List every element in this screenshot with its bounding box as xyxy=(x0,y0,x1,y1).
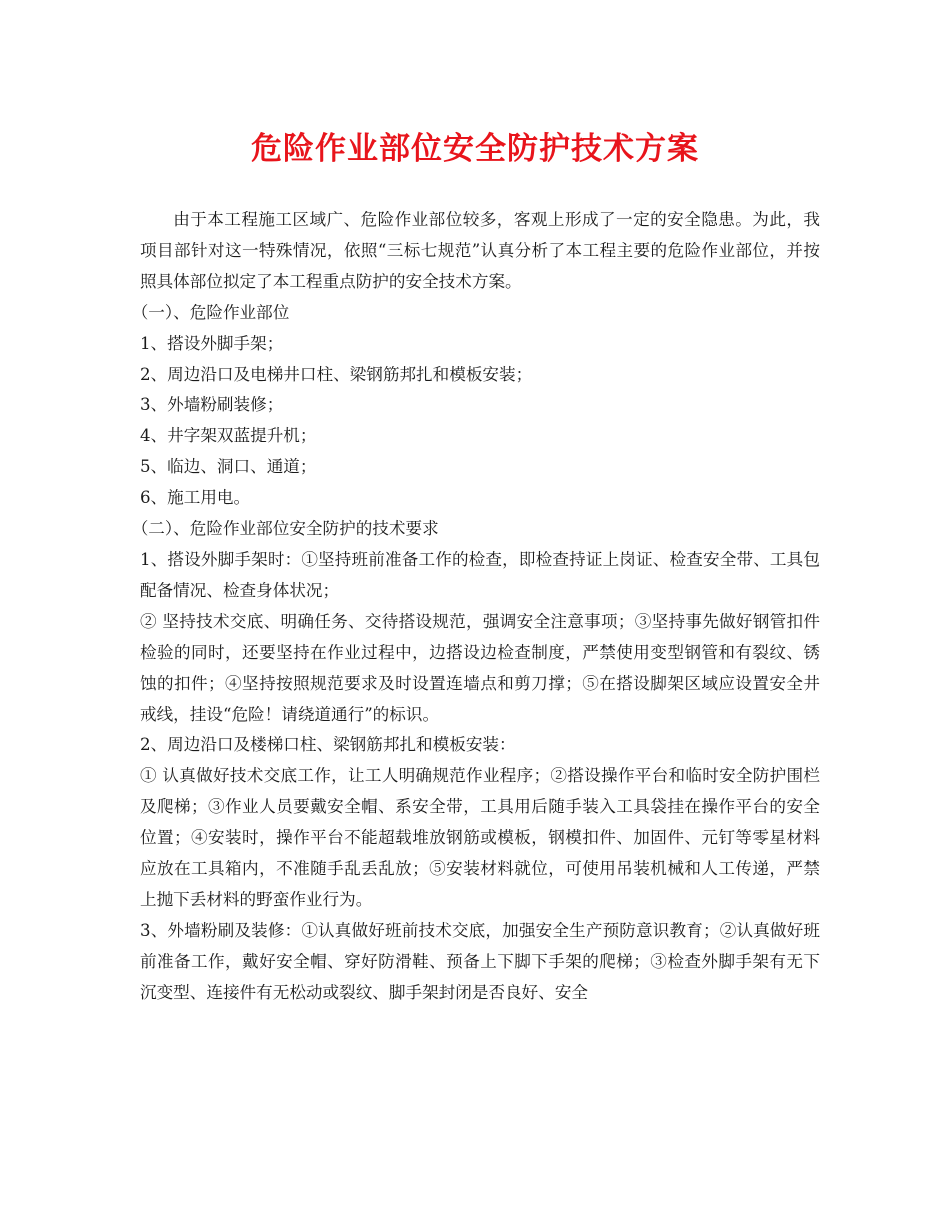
document-body xyxy=(131,205,820,1009)
list-item: 2、周边沿口及电梯井口柱、梁钢筋邦扎和模板安装； xyxy=(140,364,533,384)
list-item: 4、井字架双蓝提升机； xyxy=(140,426,317,446)
intro-paragraph: 由于本工程施工区域广、危险作业部位较多，客观上形成了一定的安全隐患。为此，我项目部针对这一特殊情况，依照“三标七规范”认真分析了本工程主要的危险作业部位，并按照具体部位拟定了本工程重点防护的安全技术方案。 xyxy=(140,210,820,291)
body-paragraph: ② 坚持技术交底、明确任务、交待搭设规范，强调安全注意事项；③坚持事先做好钢管扣件检验的同时，还要坚持在作业过程中，边搭设边检查制度，严禁使用变型钢管和有裂纹、锈蚀的扣件；④坚持按照规范要求及时设置连墙点和剪刀撑；⑤在搭设脚架区域应设置安全井戒线，挂设“危险！请绕道通行”的标识。 xyxy=(140,611,820,724)
list-item: 5、临边、洞口、通道； xyxy=(140,457,317,477)
list-item: 6、施工用电。 xyxy=(140,488,251,508)
body-paragraph: ① 认真做好技术交底工作，让工人明确规范作业程序；②搭设操作平台和临时安全防护围栏及爬梯；③作业人员要戴安全帽、系安全带，工具用后随手装入工具袋挂在操作平台的安全位置；④安装时，操作平台不能超载堆放钢筋或模板，钢模扣件、加固件、元钉等零星材料应放在工具箱内，不准随手乱丢乱放；⑤安装材料就位，可使用吊装机械和人工传递，严禁上抛下丢材料的野蛮作业行为。 xyxy=(140,766,820,909)
document-title: 危险作业部位安全防护技术方案 xyxy=(251,131,699,167)
body-paragraph: 1、搭设外脚手架时：①坚持班前准备工作的检查，即检查持证上岗证、检查安全带、工具包配备情况、检查身体状况； xyxy=(140,549,820,600)
body-paragraph: 2、周边沿口及楼梯口柱、梁钢筋邦扎和模板安装： xyxy=(140,735,516,755)
section-heading-2: （二）、危险作业部位安全防护的技术要求 xyxy=(131,519,439,539)
body-paragraph: 3、外墙粉刷及装修：①认真做好班前技术交底，加强安全生产预防意识教育；②认真做好班前准备工作，戴好安全帽、穿好防滑鞋、预备上下脚下手架的爬梯；③检查外脚手架有无下沉变型、连接件有无松动或裂纹、脚手架封闭是否良好、安全 xyxy=(140,920,820,1002)
list-item: 3、外墙粉刷装修； xyxy=(140,395,284,415)
section-heading-1: （一）、危险作业部位 xyxy=(131,302,290,322)
list-item: 1、搭设外脚手架； xyxy=(140,333,284,353)
